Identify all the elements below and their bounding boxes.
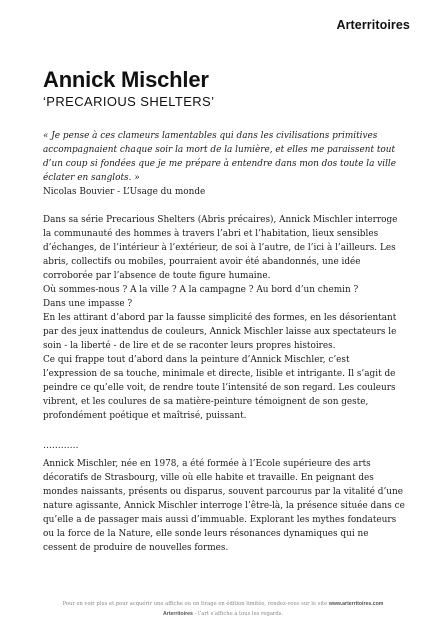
artwork-title: ‘PRECARIOUS SHELTERS’ xyxy=(43,94,215,109)
epigraph-quote: « Je pense à ces clameurs lamentables qui dans les civilisations primitives accompagnaient chaque soir la mort de la lumière, et elles me paraissent tout d’un coup si fondées que je me prépare à entendre dans mon dos toute la ville éclater en sanglots. » xyxy=(43,131,397,183)
website-link[interactable]: www.arterritoires.com xyxy=(328,601,384,607)
body-text xyxy=(43,129,405,555)
paragraph: Dans une impasse ? xyxy=(43,299,133,309)
paragraph: En les attirant d’abord par la fausse simplicité des formes, en les désorientant par des jeux inattendus de couleurs, Annick Mischler laisse aux spectateurs le soin - la liberté - de lire et de se raconter leurs propres histoires. xyxy=(43,313,397,351)
brand-logo: Arterritoires xyxy=(336,18,410,32)
footer-text: Pour en voir plus et pour acquérir une affiche ou un tirage en édition limitée, rendez-vous sur le site xyxy=(62,601,329,607)
artist-bio: Annick Mischler, née en 1978, a été formée à l’Ecole supérieure des arts décoratifs de Strasbourg, ville où elle habite et travaille. En peignant des mondes naissants, présents ou disparus, souvent parcourus par la vitalité d’une nature agissante, Annick Mischler interroge l’être-là, la présence située dans ce qu’elle a de passager mais aussi d’immuable. Explorant les mythes fondateurs ou la force de la Nature, elle sonde leurs résonances dynamiques qui ne cessent de produire de nouvelles formes. xyxy=(43,459,405,553)
footer-brand: Arterritoires xyxy=(162,611,193,617)
paragraph: Dans sa série Precarious Shelters (Abris précaires), Annick Mischler interroge la communauté des hommes à travers l’abri et l’habitation, lieux sensibles d’échanges, de l’intérieur à l’extérieur, de soi à l’autre, de l’ici à l’ailleurs. Les abris, collectifs ou mobiles, pourraient avoir été abandonnés, une idée corroborée par l’absence de toute figure humaine. xyxy=(43,215,398,281)
paragraph: Ce qui frappe tout d’abord dans la peinture d’Annick Mischler, c’est l’expression de sa touche, minimale et directe, lisible et intrigante. Il s’agit de peindre ce qu’elle voit, de rendre toute l’intensité de son regard. Les couleurs vibrent, et les coulures de sa matière-peinture témoignent de son geste, profondément poétique et maîtrisé, puissant. xyxy=(43,355,396,421)
epigraph-source: Nicolas Bouvier - L’Usage du monde xyxy=(43,187,206,197)
paragraph: Où sommes-nous ? A la ville ? A la campagne ? Au bord d’un chemin ? xyxy=(43,285,359,295)
separator: ………… xyxy=(43,441,79,451)
header xyxy=(43,67,413,110)
artist-name: Annick Mischler xyxy=(43,67,209,92)
footer-tagline: - l’art s’affiche à tous les regards. xyxy=(192,611,284,617)
footer-line-2 xyxy=(0,609,446,619)
footer-line-1 xyxy=(0,599,446,609)
footer xyxy=(0,599,446,619)
